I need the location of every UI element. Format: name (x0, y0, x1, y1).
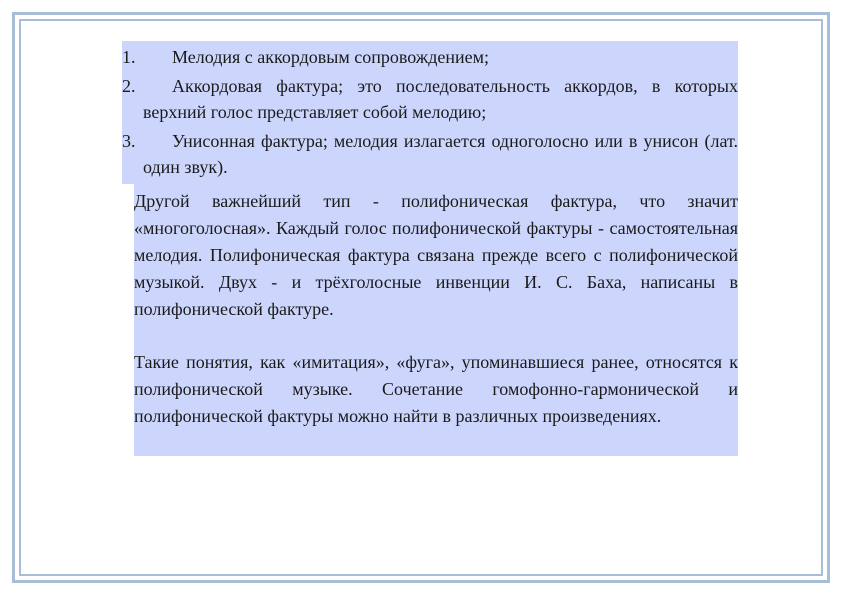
polyphony-text-block (134, 184, 738, 456)
list-item-number: 2. (122, 76, 136, 96)
list-item-text: Мелодия с аккордовым сопровождением; (172, 47, 490, 67)
list-item (122, 73, 738, 125)
list-item-text: Унисонная фактура; мелодия излагается одноголосно или в унисон (лат. один звук). (143, 131, 738, 177)
paragraph-imitation-fugue: Такие понятия, как «имитация», «фуга», упоминавшиеся ранее, относятся к полифонической музыке. Сочетание гомофонно-гармонической и полифонической фактуры можно найти в различных произведениях. (134, 352, 738, 426)
list-item-text: Аккордовая фактура; это последовательность аккордов, в которых верхний голос представляет собой мелодию; (143, 76, 738, 122)
texture-types-list (122, 44, 738, 183)
list-item (122, 128, 738, 180)
list-item-number: 1. (122, 47, 136, 67)
list-item (122, 44, 738, 70)
list-item-number: 3. (122, 131, 136, 151)
texture-types-list-block (122, 41, 738, 184)
paragraph-polyphonic-texture: Другой важнейший тип - полифоническая фактура, что значит «многоголосная». Каждый голос полифонической фактуры - самостоятельная мелодия. Полифоническая фактура связана прежде всего с полифонической музыкой. Двух - и трёхголосные инвенции И. С. Баха, написаны в полифонической фактуре. (134, 191, 738, 319)
